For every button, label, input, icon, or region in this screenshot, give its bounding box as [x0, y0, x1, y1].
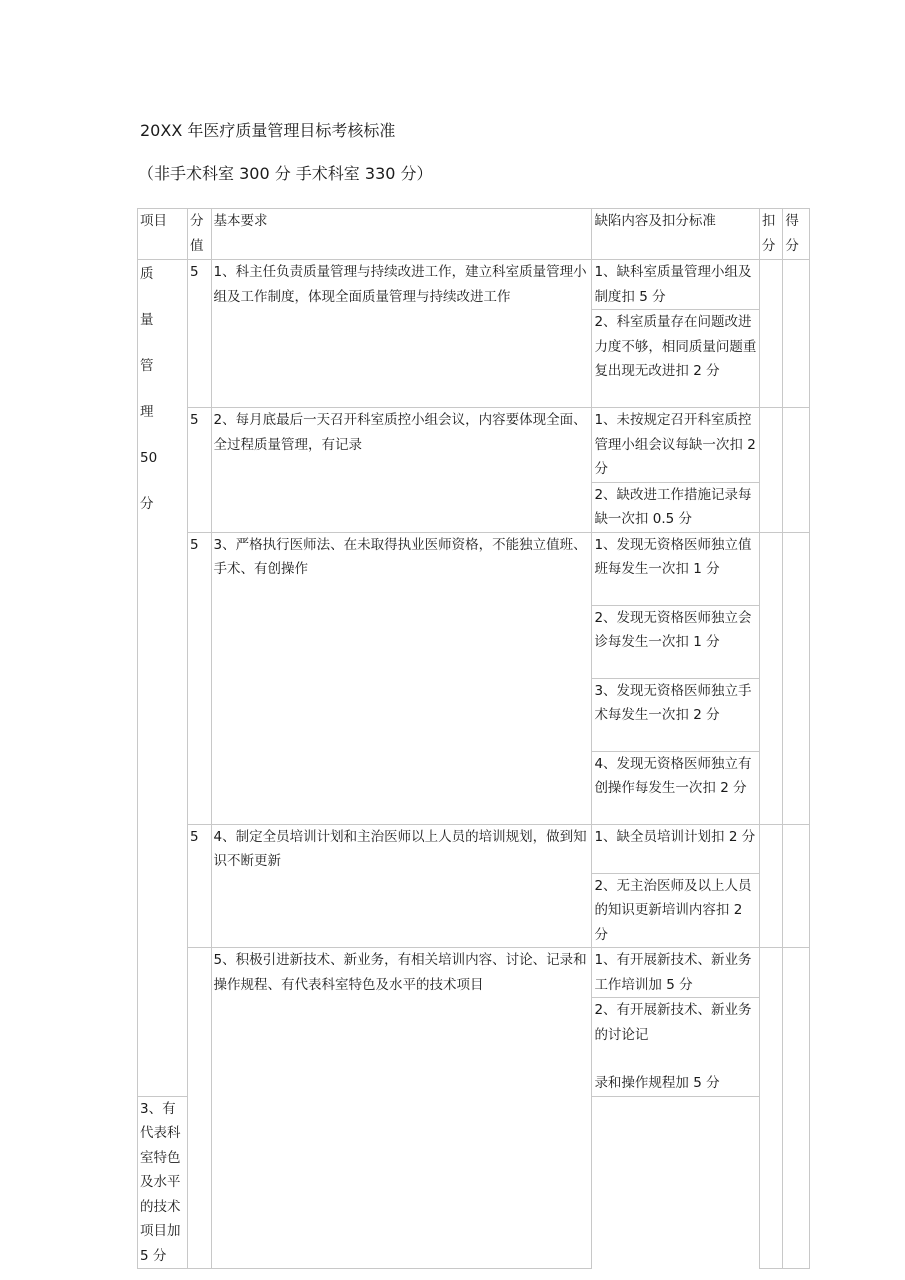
- row-deduct-cell[interactable]: [759, 408, 782, 533]
- row-standard: 1、未按规定召开科室质控管理小组会议每缺一次扣 2 分: [592, 408, 759, 483]
- document-title: 20XX 年医疗质量管理目标考核标准: [140, 121, 396, 140]
- header-points: 分值: [188, 209, 211, 260]
- row-deduct-cell[interactable]: [759, 948, 782, 1269]
- row-deduct-cell[interactable]: [759, 824, 782, 948]
- row-standard: 1、有开展新技术、新业务工作培训加 5 分: [592, 948, 759, 998]
- header-basic-requirement: 基本要求: [211, 209, 592, 260]
- row-standard: 3、有代表科室特色及水平的技术项目加 5 分: [138, 1096, 188, 1269]
- header-deduction-standard: 缺陷内容及扣分标准: [592, 209, 759, 260]
- row-points: 5: [188, 260, 211, 408]
- row-points: 5: [188, 408, 211, 533]
- row-score-cell[interactable]: [783, 948, 810, 1269]
- row-standard: 3、发现无资格医师独立手术每发生一次扣 2 分: [592, 678, 759, 751]
- table-row: [138, 408, 810, 483]
- row-standard: 2、缺改进工作措施记录每缺一次扣 0.5 分: [592, 482, 759, 532]
- document-subtitle: （非手术科室 300 分 手术科室 330 分）: [138, 164, 433, 183]
- row-basic-requirement: 2、每月底最后一天召开科室质控小组会议，内容要体现全面、全过程质量管理，有记录: [211, 408, 592, 533]
- row-score-cell[interactable]: [783, 260, 810, 408]
- assessment-table: [137, 208, 810, 1269]
- row-basic-requirement: 3、严格执行医师法、在未取得执业医师资格，不能独立值班、手术、有创操作: [211, 532, 592, 824]
- table-row: [138, 824, 810, 873]
- row-deduct-cell[interactable]: [759, 532, 782, 824]
- row-score-cell[interactable]: [783, 408, 810, 533]
- row-points: [188, 948, 211, 1269]
- standard-line: 2、有开展新技术、新业务的讨论记: [594, 1002, 752, 1043]
- row-basic-requirement: 4、制定全员培训计划和主治医师以上人员的培训规划，做到知识不断更新: [211, 824, 592, 948]
- row-standard: 2、无主治医师及以上人员的知识更新培训内容扣 2 分: [592, 873, 759, 948]
- row-basic-requirement: 1、科主任负责质量管理与持续改进工作，建立科室质量管理小组及工作制度，体现全面质量管理与持续改进工作: [211, 260, 592, 408]
- row-standard: 1、缺全员培训计划扣 2 分: [592, 824, 759, 873]
- row-deduct-cell[interactable]: [759, 260, 782, 408]
- item-category-cell: [138, 260, 188, 1097]
- row-standard: 2、科室质量存在问题改进力度不够，相同质量问题重复出现无改进扣 2 分: [592, 310, 759, 408]
- header-deduct: 扣分: [759, 209, 782, 260]
- row-standard: 1、缺科室质量管理小组及制度扣 5 分: [592, 260, 759, 310]
- table-header-row: [138, 209, 810, 260]
- row-standard: [592, 998, 759, 1097]
- row-score-cell[interactable]: [783, 824, 810, 948]
- row-basic-requirement: 5、积极引进新技术、新业务，有相关培训内容、讨论、记录和操作规程、有代表科室特色及水平的技术项目: [211, 948, 592, 1269]
- row-points: 5: [188, 824, 211, 948]
- table-row: [138, 948, 810, 998]
- table-row: [138, 532, 810, 605]
- header-score: 得分: [783, 209, 810, 260]
- item-category-label: 质 量 管 理 50 分: [140, 266, 158, 512]
- row-points: 5: [188, 532, 211, 824]
- table-row: [138, 260, 810, 310]
- standard-line-continued: 录和操作规程加 5 分: [594, 1075, 720, 1091]
- row-standard: 4、发现无资格医师独立有创操作每发生一次扣 2 分: [592, 751, 759, 824]
- header-item: 项目: [138, 209, 188, 260]
- row-standard: 2、发现无资格医师独立会诊每发生一次扣 1 分: [592, 605, 759, 678]
- row-score-cell[interactable]: [783, 532, 810, 824]
- row-standard: 1、发现无资格医师独立值班每发生一次扣 1 分: [592, 532, 759, 605]
